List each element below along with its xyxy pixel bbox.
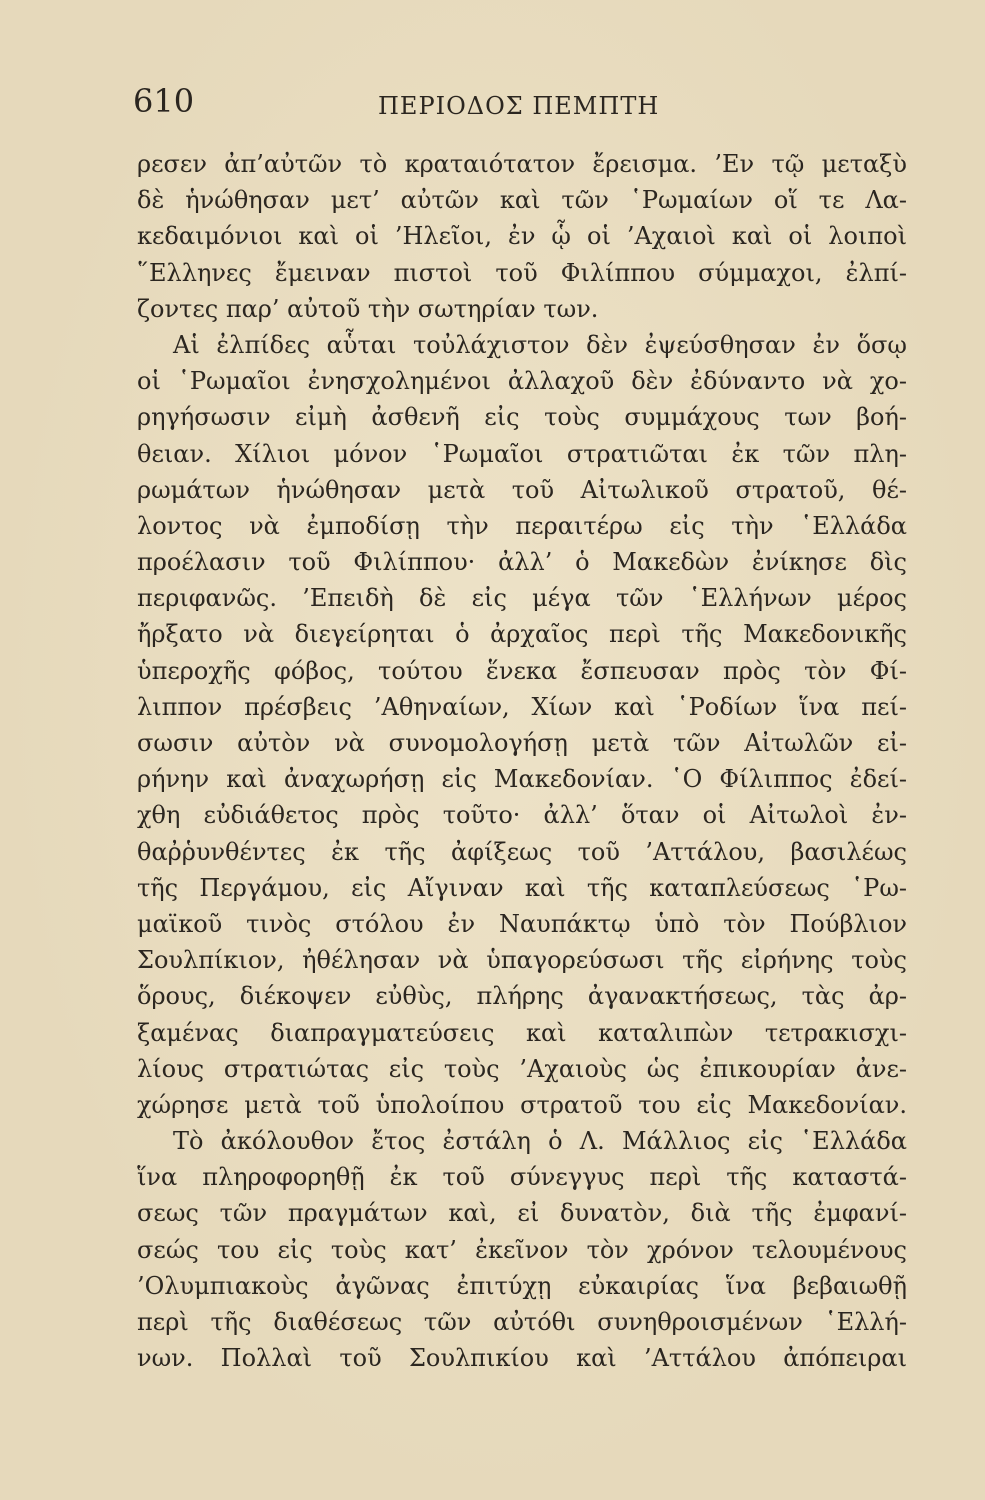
page-number: 610 [133, 82, 195, 120]
text-line: ζοντες παρ’ αὐτοῦ τὴν σωτηρίαν των. [137, 294, 599, 323]
text-line: ἤρξατο νὰ διεγείρηται ὁ ἀρχαῖος περὶ τῆς Μακεδονικῆς [137, 620, 907, 649]
text-line: ξαμένας διαπραγματεύσεις καὶ καταλιπὼν τετρακισχι- [137, 1018, 907, 1047]
text-line: σεως τῶν πραγμάτων καὶ, εἰ δυνατὸν, διὰ τῆς ἐμφανί- [137, 1199, 907, 1228]
text-line: θειαν. Χίλιοι μόνον ῾Ρωμαῖοι στρατιῶται ἐκ τῶν πλη- [137, 439, 907, 468]
text-line: χώρησε μετὰ τοῦ ὑπολοίπου στρατοῦ του εἰς Μακεδονίαν. [137, 1090, 907, 1119]
text-line: περιφανῶς. ’Επειδὴ δὲ εἰς μέγα τῶν ῾Ελλήνων μέρος [137, 584, 907, 613]
text-line: σεώς του εἰς τοὺς κατ’ ἐκεῖνον τὸν χρόνον τελουμένους [137, 1235, 907, 1264]
body-text [137, 146, 907, 1376]
text-line: ρήνην καὶ ἀναχωρήσῃ εἰς Μακεδονίαν. ῾Ο Φίλιππος ἐδεί- [137, 765, 907, 794]
text-line: ῞Ελληνες ἔμειναν πιστοὶ τοῦ Φιλίππου σύμμαχοι, ἐλπί- [137, 258, 907, 287]
text-line: λιππον πρέσβεις ’Αθηναίων, Χίων καὶ ῾Ροδίων ἵνα πεί- [137, 692, 907, 721]
text-line: μαϊκοῦ τινὸς στόλου ἐν Ναυπάκτῳ ὑπὸ τὸν Πούβλιον [137, 909, 907, 938]
text-line: δὲ ἡνώθησαν μετ’ αὐτῶν καὶ τῶν ῾Ρωμαίων οἵ τε Λα- [137, 186, 907, 215]
text-line: θαῤῥυνθέντες ἐκ τῆς ἀφίξεως τοῦ ’Αττάλου, βασιλέως [137, 837, 907, 866]
text-line: ὑπεροχῆς φόβος, τούτου ἕνεκα ἔσπευσαν πρὸς τὸν Φί- [137, 656, 907, 685]
text-line: περὶ τῆς διαθέσεως τῶν αὐτόθι συνηθροισμένων ῾Ελλή- [137, 1308, 907, 1336]
text-line: κεδαιμόνιοι καὶ οἱ ’Ηλεῖοι, ἐν ᾧ οἱ ’Αχαιοὶ καὶ οἱ λοιποὶ [137, 222, 907, 251]
text-line: ρωμάτων ἡνώθησαν μετὰ τοῦ Αἰτωλικοῦ στρατοῦ, θέ- [137, 475, 907, 504]
text-line: οἱ ῾Ρωμαῖοι ἐνησχολημένοι ἀλλαχοῦ δὲν ἐδύναντο νὰ χο- [137, 367, 907, 396]
text-line: προέλασιν τοῦ Φιλίππου· ἀλλ’ ὁ Μακεδὼν ἐνίκησε δὶς [137, 548, 907, 577]
text-line: σωσιν αὐτὸν νὰ συνομολογήσῃ μετὰ τῶν Αἰτωλῶν εἰ- [137, 729, 907, 757]
text-line: ἵνα πληροφορηθῇ ἐκ τοῦ σύνεγγυς περὶ τῆς καταστά- [137, 1163, 907, 1192]
text-line: λίους στρατιώτας εἰς τοὺς ’Αχαιοὺς ὡς ἐπικουρίαν ἀνε- [137, 1054, 907, 1083]
text-line: χθη εὐδιάθετος πρὸς τοῦτο· ἀλλ’ ὅταν οἱ Αἰτωλοὶ ἐν- [137, 801, 907, 830]
text-line: ’Ολυμπιακοὺς ἀγῶνας ἐπιτύχῃ εὐκαιρίας ἵνα βεβαιωθῇ [137, 1271, 907, 1300]
text-line: ὅρους, διέκοψεν εὐθὺς, πλήρης ἀγανακτήσεως, τὰς ἀρ- [137, 982, 907, 1011]
text-line: λοντος νὰ ἐμποδίσῃ τὴν περαιτέρω εἰς τὴν ῾Ελλάδα [137, 511, 907, 540]
text-line: νων. Πολλαὶ τοῦ Σουλπικίου καὶ ’Αττάλου ἀπόπειραι [137, 1344, 907, 1373]
text-line: Σουλπίκιον, ἠθέλησαν νὰ ὑπαγορεύσωσι τῆς εἰρήνης τοὺς [137, 946, 907, 975]
text-line: ρεσεν ἀπ’αὐτῶν τὸ κραταιότατον ἔρεισμα. ’Εν τῷ μεταξὺ [137, 150, 907, 178]
text-line: ρηγήσωσιν εἰμὴ ἀσθενῆ εἰς τοὺς συμμάχους των βοή- [137, 403, 907, 432]
text-line: τῆς Περγάμου, εἰς Αἴγιναν καὶ τῆς καταπλεύσεως ῾Ρω- [137, 873, 907, 902]
running-head: ΠΕΡΙΟΔΟΣ ΠΕΜΠΤΗ [378, 92, 660, 120]
text-line: Αἱ ἐλπίδες αὗται τοὐλάχιστον δὲν ἐψεύσθησαν ἐν ὅσῳ [173, 330, 907, 359]
text-line: Τὸ ἀκόλουθον ἔτος ἐστάλη ὁ Λ. Μάλλιος εἰς ῾Ελλάδα [173, 1127, 907, 1156]
